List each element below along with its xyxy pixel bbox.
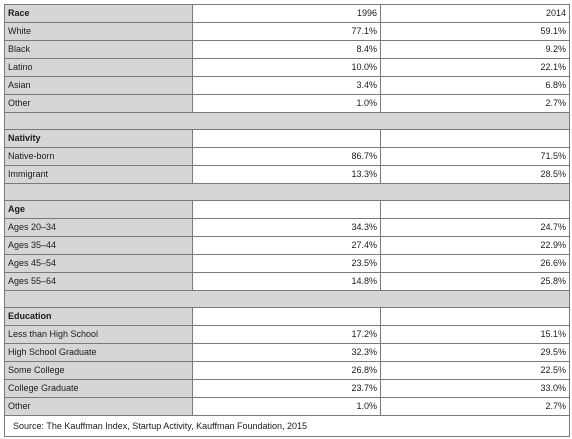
row-label: Latino <box>5 59 193 77</box>
year-header-1996 <box>193 201 381 219</box>
table-body <box>5 5 570 437</box>
table-row <box>5 398 570 416</box>
table-row <box>5 237 570 255</box>
value-1996: 27.4% <box>193 237 381 255</box>
row-label: Ages 20–34 <box>5 219 193 237</box>
spacer-cell <box>5 184 570 201</box>
year-header-1996: 1996 <box>193 5 381 23</box>
section-header-row <box>5 201 570 219</box>
value-2014: 33.0% <box>381 380 570 398</box>
value-1996: 3.4% <box>193 77 381 95</box>
demographics-table-sheet <box>4 4 569 434</box>
value-1996: 10.0% <box>193 59 381 77</box>
value-2014: 26.6% <box>381 255 570 273</box>
spacer-cell <box>5 113 570 130</box>
value-2014: 22.5% <box>381 362 570 380</box>
section-spacer-row <box>5 291 570 308</box>
value-1996: 23.7% <box>193 380 381 398</box>
section-title: Nativity <box>5 130 193 148</box>
value-1996: 26.8% <box>193 362 381 380</box>
section-header-row <box>5 308 570 326</box>
value-2014: 29.5% <box>381 344 570 362</box>
value-1996: 1.0% <box>193 95 381 113</box>
value-1996: 34.3% <box>193 219 381 237</box>
section-title: Age <box>5 201 193 219</box>
section-spacer-row <box>5 113 570 130</box>
section-title: Race <box>5 5 193 23</box>
spacer-cell <box>5 291 570 308</box>
value-2014: 6.8% <box>381 77 570 95</box>
value-1996: 17.2% <box>193 326 381 344</box>
row-label: Some College <box>5 362 193 380</box>
table-row <box>5 41 570 59</box>
row-label: College Graduate <box>5 380 193 398</box>
value-1996: 14.8% <box>193 273 381 291</box>
row-label: Native-born <box>5 148 193 166</box>
row-label: Other <box>5 398 193 416</box>
value-2014: 22.1% <box>381 59 570 77</box>
table-row <box>5 344 570 362</box>
demographics-table <box>4 4 570 437</box>
year-header-2014 <box>381 201 570 219</box>
row-label: Ages 35–44 <box>5 237 193 255</box>
year-header-1996 <box>193 130 381 148</box>
source-row <box>5 416 570 437</box>
value-2014: 9.2% <box>381 41 570 59</box>
table-row <box>5 23 570 41</box>
value-2014: 2.7% <box>381 95 570 113</box>
table-row <box>5 59 570 77</box>
row-label: Other <box>5 95 193 113</box>
table-row <box>5 326 570 344</box>
value-2014: 2.7% <box>381 398 570 416</box>
value-2014: 28.5% <box>381 166 570 184</box>
table-row <box>5 362 570 380</box>
year-header-1996 <box>193 308 381 326</box>
source-note: Source: The Kauffman Index, Startup Activity, Kauffman Foundation, 2015 <box>5 416 570 437</box>
year-header-2014 <box>381 130 570 148</box>
value-2014: 25.8% <box>381 273 570 291</box>
value-1996: 13.3% <box>193 166 381 184</box>
table-row <box>5 95 570 113</box>
value-2014: 15.1% <box>381 326 570 344</box>
table-row <box>5 77 570 95</box>
row-label: Ages 45–54 <box>5 255 193 273</box>
section-header-row <box>5 5 570 23</box>
value-2014: 22.9% <box>381 237 570 255</box>
value-1996: 1.0% <box>193 398 381 416</box>
table-row <box>5 219 570 237</box>
section-header-row <box>5 130 570 148</box>
row-label: Immigrant <box>5 166 193 184</box>
row-label: High School Graduate <box>5 344 193 362</box>
value-2014: 59.1% <box>381 23 570 41</box>
value-1996: 23.5% <box>193 255 381 273</box>
row-label: Asian <box>5 77 193 95</box>
row-label: White <box>5 23 193 41</box>
section-title: Education <box>5 308 193 326</box>
table-row <box>5 166 570 184</box>
table-row <box>5 273 570 291</box>
value-1996: 32.3% <box>193 344 381 362</box>
year-header-2014 <box>381 308 570 326</box>
table-row <box>5 380 570 398</box>
table-row <box>5 255 570 273</box>
value-1996: 77.1% <box>193 23 381 41</box>
year-header-2014: 2014 <box>381 5 570 23</box>
row-label: Black <box>5 41 193 59</box>
section-spacer-row <box>5 184 570 201</box>
row-label: Ages 55–64 <box>5 273 193 291</box>
value-1996: 8.4% <box>193 41 381 59</box>
table-row <box>5 148 570 166</box>
value-2014: 71.5% <box>381 148 570 166</box>
value-1996: 86.7% <box>193 148 381 166</box>
value-2014: 24.7% <box>381 219 570 237</box>
row-label: Less than High School <box>5 326 193 344</box>
